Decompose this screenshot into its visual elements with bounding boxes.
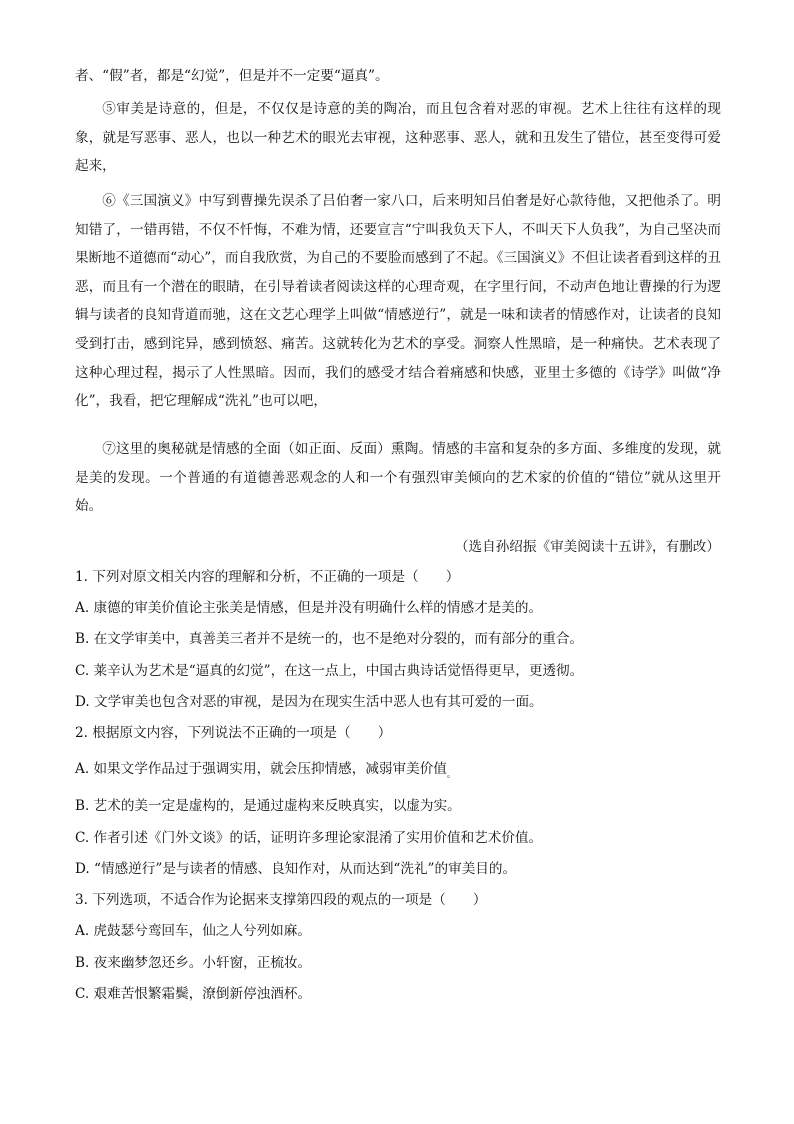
- source-citation: （选自孙绍振《审美阅读十五讲》，有删改）: [454, 539, 720, 555]
- question-2-option-a: [75, 759, 735, 781]
- passage-paragraph-7: ⑦这里的奥秘就是情感的全面（如正面、反面）熏陶。情感的丰富和复杂的多方面、多维度的发现，就是美的发现。一个普通的有道德善恶观念的人和一个有强烈审美倾向的艺术家的价值的“错位”就从这里开始。: [75, 441, 721, 515]
- question-3-option-c: C. 艰难苦恨繁霜鬓，潦倒新停浊酒杯。: [75, 986, 312, 1002]
- question-1-option-b: B. 在文学审美中，真善美三者并不是统一的，也不是绝对分裂的，而有部分的重合。: [75, 631, 584, 647]
- question-1-option-d: D. 文学审美也包含对恶的审视，是因为在现实生活中恶人也有其可爱的一面。: [75, 694, 543, 710]
- question-2-option-d: D. “情感逆行”是与读者的情感、良知作对，从而达到“洗礼”的审美目的。: [75, 861, 517, 877]
- question-3-stem: 3. 下列选项，不适合作为论据来支撑第四段的观点的一项是（ ）: [75, 892, 487, 908]
- question-3-option-b: B. 夜来幽梦忽还乡。小轩窗，正梳妆。: [75, 955, 312, 971]
- passage-paragraph-5: ⑤审美是诗意的，但是，不仅仅是诗意的美的陶冶，而且包含着对恶的审视。艺术上往往有这样的现象，就是写恶事、恶人，也以一种艺术的眼光去审视，这种恶事、恶人，就和丑发生了错位，甚至变得可爱起来，: [75, 101, 721, 175]
- passage-line-top: 者、“假”者，都是“幻觉”，但是并不一定要“逼真”。: [75, 68, 389, 84]
- question-2-option-a-period: 。: [446, 770, 456, 780]
- question-1-option-a: A. 康德的审美价值论主张美是情感，但是并没有明确什么样的情感才是美的。: [75, 600, 543, 616]
- question-1-option-c: C. 莱辛认为艺术是“逼真的幻觉”，在这一点上，中国古典诗话觉悟得更早，更透彻。: [75, 663, 584, 679]
- question-2-option-b: B. 艺术的美一定是虚构的，是通过虚构来反映真实，以虚为实。: [75, 798, 461, 814]
- question-2-stem: 2. 根据原文内容，下列说法不正确的一项是（ ）: [75, 725, 392, 741]
- passage-paragraph-6: ⑥《三国演义》中写到曹操先误杀了吕伯奢一家八口，后来明知吕伯奢是好心款待他，又把他杀了。明知错了，一错再错，不仅不忏悔，不难为情，还要宣言“宁叫我负天下人，不叫天下人负我”，为自己坚决而果断地不道德而“动心”，而自我欣赏，为自己的不要脸而感到了不起。《三国演义》不但让读者看到这样的丑恶，而且有一个潜在的眼睛，在引导着读者阅读这样的心理奇观，在字里行间，不动声色地让曹操的行为逻辑与读者的良知背道而驰，这在文艺心理学上叫做“情感逆行”，就是一味和读者的情感作对，让读者的良知受到打击，感到诧异，感到愤怒、痛苦。这就转化为艺术的享受。洞察人性黑暗，是一种痛快。艺术表现了这种心理过程，揭示了人性黑暗。因而，我们的感受才结合着痛感和快感，亚里士多德的《诗学》叫做“净化”，我看，把它理解成“洗礼”也可以吧，: [75, 193, 722, 410]
- question-3-option-a: A. 虎鼓瑟兮鸾回车，仙之人兮列如麻。: [75, 923, 311, 939]
- question-2-option-a-text: A. 如果文学作品过于强调实用，就会压抑情感，减弱审美价值: [75, 761, 447, 777]
- question-2-option-c: C. 作者引述《门外文谈》的话，证明许多理论家混淆了实用价值和艺术价值。: [75, 830, 543, 846]
- question-1-stem: 1. 下列对原文相关内容的理解和分析，不正确的一项是（ ）: [75, 569, 460, 585]
